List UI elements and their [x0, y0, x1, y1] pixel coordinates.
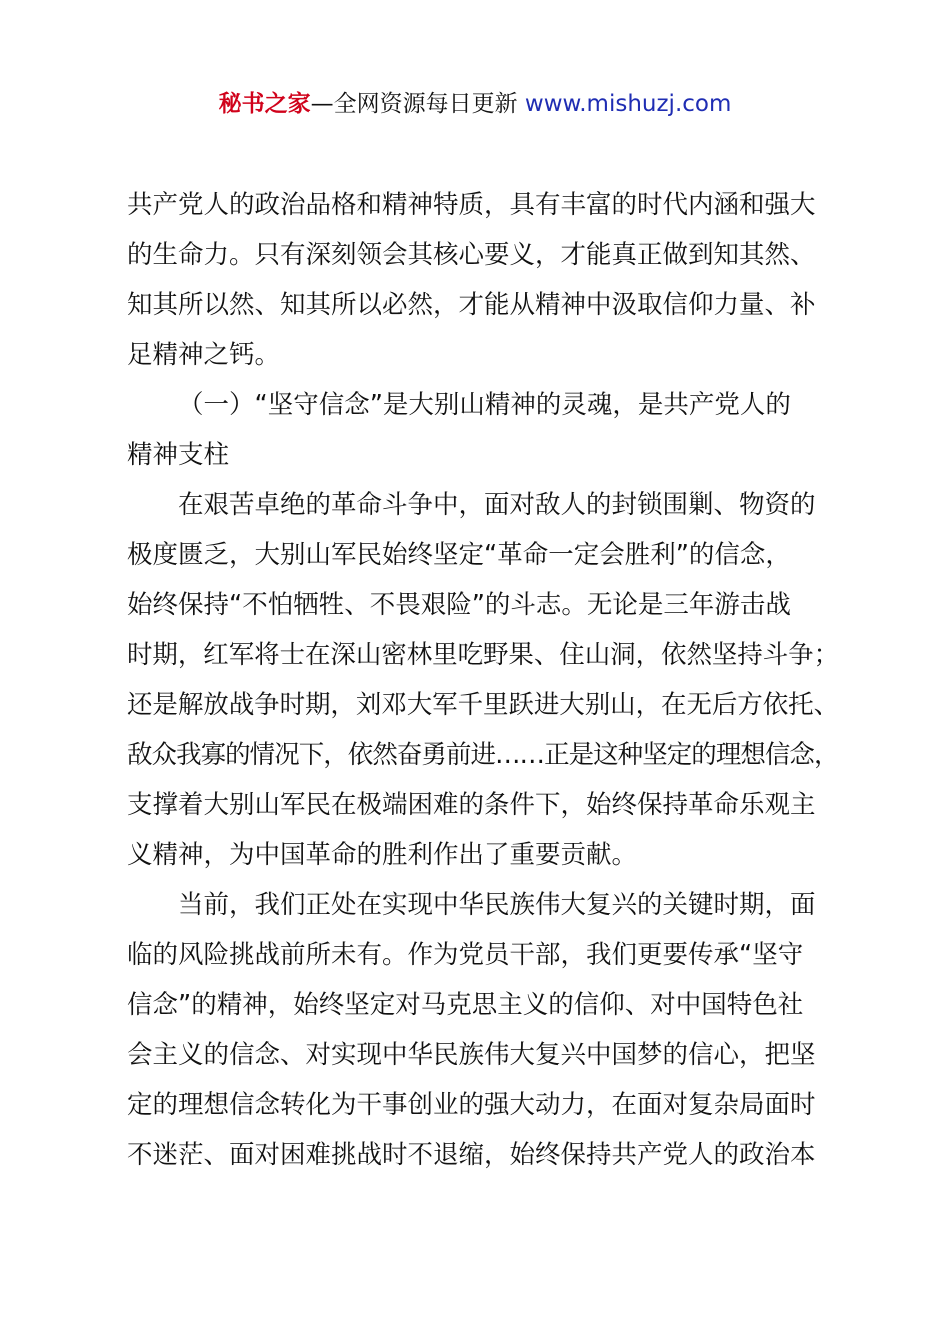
text-line: 会主义的信念、对实现中华民族伟大复兴中国梦的信心，把坚 [127, 1040, 816, 1070]
text-line: 当前，我们正处在实现中华民族伟大复兴的关键时期，面 [178, 890, 816, 920]
site-url[interactable]: www.mishuzj.com [524, 91, 732, 117]
text-line: 敌众我寡的情况下，依然奋勇前进……正是这种坚定的理想信念， [127, 740, 839, 770]
text-line: 足精神之钙。 [127, 340, 281, 370]
document-body [127, 180, 839, 1180]
text-line: 义精神，为中国革命的胜利作出了重要贡献。 [127, 840, 638, 870]
text-line: 精神支柱 [127, 440, 230, 470]
text-line: 信念”的精神，始终坚定对马克思主义的信仰、对中国特色社 [127, 990, 804, 1020]
page-header [0, 84, 950, 124]
text-line: 极度匮乏，大别山军民始终坚定“革命一定会胜利”的信念， [127, 540, 791, 570]
text-line: 时期，红军将士在深山密林里吃野果、住山洞，依然坚持斗争； [127, 640, 840, 670]
text-line: （一）“坚守信念”是大别山精神的灵魂，是共产党人的 [178, 390, 791, 420]
site-tagline: —全网资源每日更新 [310, 91, 525, 117]
text-line: 临的风险挑战前所未有。作为党员干部，我们更要传承“坚守 [127, 940, 804, 970]
text-line: 不迷茫、面对困难挑战时不退缩，始终保持共产党人的政治本 [127, 1140, 816, 1170]
text-line: 知其所以然、知其所以必然，才能从精神中汲取信仰力量、补 [127, 290, 816, 320]
text-line: 还是解放战争时期，刘邓大军千里跃进大别山，在无后方依托、 [127, 690, 840, 720]
text-line: 共产党人的政治品格和精神特质，具有丰富的时代内涵和强大 [127, 190, 816, 220]
text-line: 支撑着大别山军民在极端困难的条件下，始终保持革命乐观主 [127, 790, 816, 820]
site-brand: 秘书之家 [218, 91, 311, 117]
text-line: 在艰苦卓绝的革命斗争中，面对敌人的封锁围剿、物资的 [178, 490, 816, 520]
text-line: 的生命力。只有深刻领会其核心要义，才能真正做到知其然、 [127, 240, 816, 270]
text-line: 定的理想信念转化为干事创业的强大动力，在面对复杂局面时 [127, 1090, 816, 1120]
text-line: 始终保持“不怕牺牲、不畏艰险”的斗志。无论是三年游击战 [127, 590, 791, 620]
